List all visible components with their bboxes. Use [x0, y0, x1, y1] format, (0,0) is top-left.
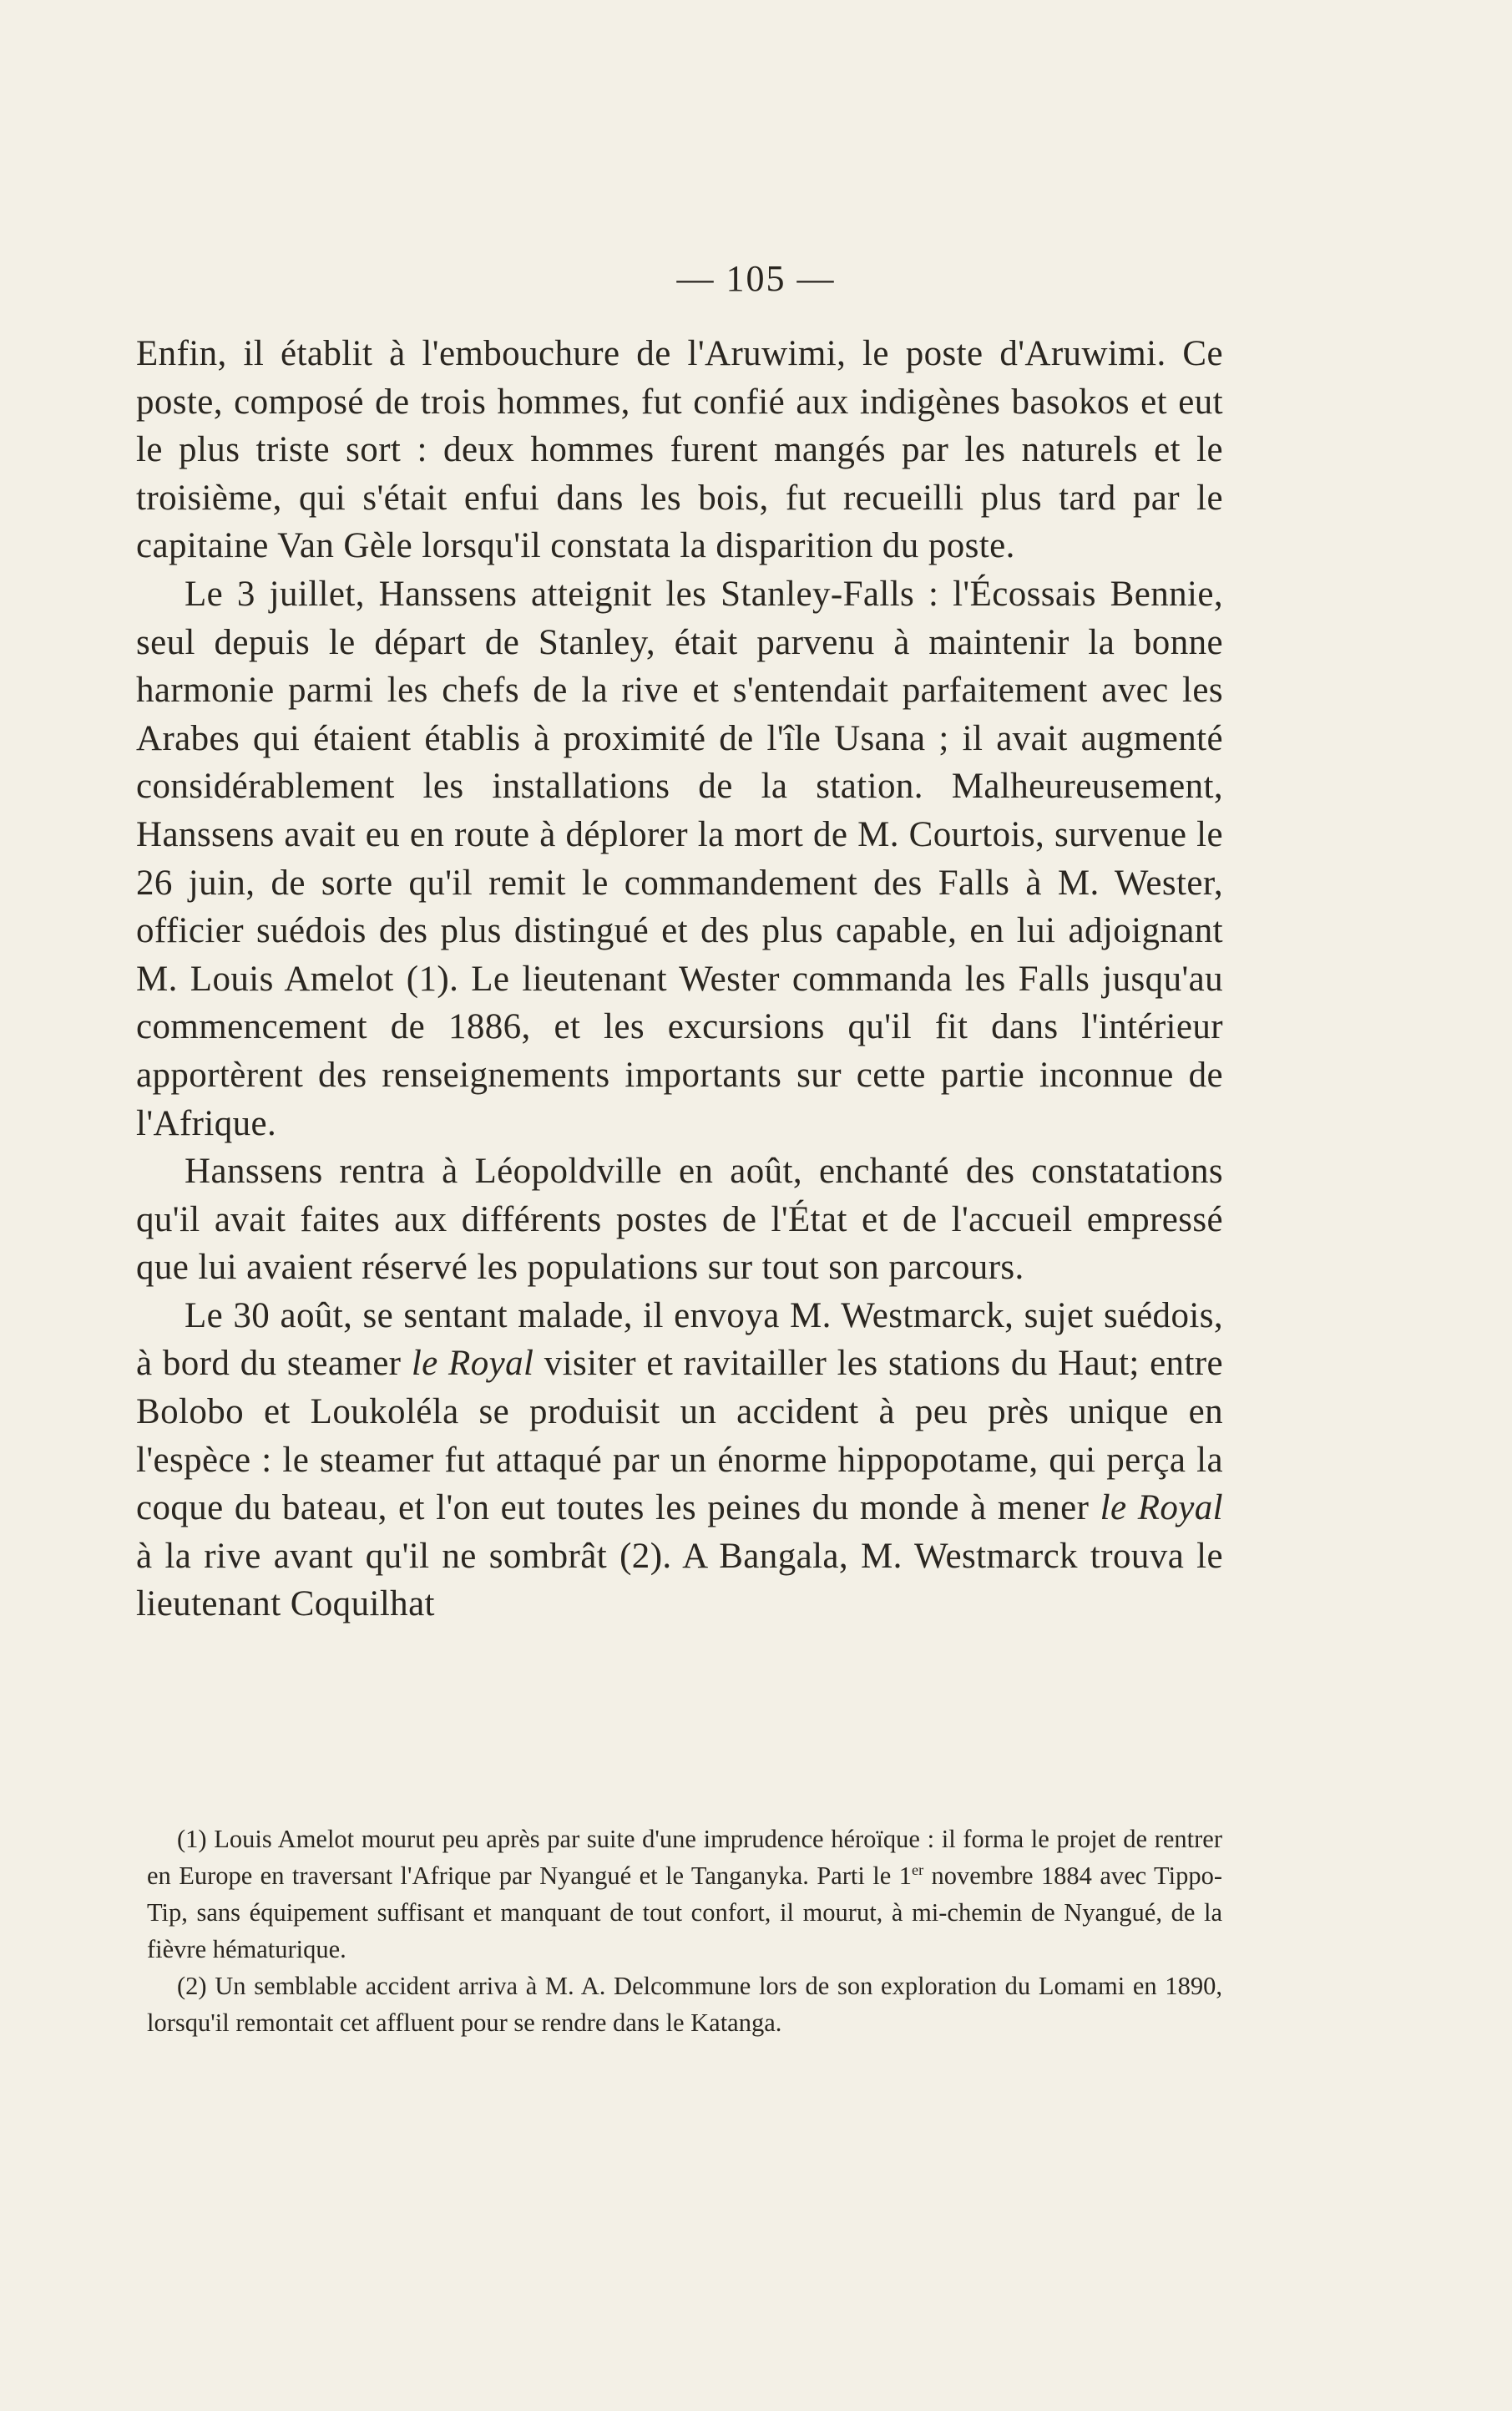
ship-name: le Royal [1100, 1488, 1224, 1528]
paragraph-3: Hanssens rentra à Léopoldville en août, enchanté des constatations qu'il avait faites aux différents postes de l'État et de l'accueil empressé que lui avaient réservé les populations sur tout son parcours. [136, 1152, 1223, 1288]
footnote-1-superscript: er [911, 1861, 924, 1878]
footnote-1-part-1: (1) Louis Amelot mourut peu après par suite d'une imprudence héroïque : il forma le projet de rentrer en Europe en traversant l'Afrique par Nyangué et le Tanganyka. Parti le 1 [147, 1825, 1222, 1890]
footnote-2: (2) Un semblable accident arriva à M. A. Delcommune lors de son exploration du Lomami en 1890, lorsqu'il remontait cet affluent pour se rendre dans le Katanga. [147, 1972, 1222, 2037]
page-number: — 105 — [676, 258, 836, 299]
paragraph-4-part-1: Le 30 août, se sentant malade, il envoya M. Westmarck, sujet suédois, à bord du steamer [136, 1295, 1223, 1384]
main-text [136, 330, 1223, 1628]
paragraph-4 [136, 1292, 1223, 1628]
ship-name: le Royal [411, 1344, 534, 1384]
paragraph-2: Le 3 juillet, Hanssens atteignit les Stanley-Falls : l'Écossais Bennie, seul depuis le départ de Stanley, était parvenu à maintenir la bonne harmonie parmi les chefs de la rive et s'entendait parfaitement avec les Arabes qui étaient établis à proximité de l'île Usana ; il avait augmenté considérablement les installations de la station. Malheureusement, Hanssens avait eu en route à déplorer la mort de M. Courtois, survenue le 26 juin, de sorte qu'il remit le commandement des Falls à M. Wester, officier suédois des plus distingué et des plus capable, en lui adjoignant M. Louis Amelot (1). Le lieutenant Wester commanda les Falls jusqu'au commencement de 1886, et les excursions qu'il fit dans l'intérieur apportèrent des renseignements importants sur cette partie inconnue de l'Afrique. [136, 574, 1223, 1143]
paragraph-4-part-2: visiter et ravitailler les stations du Haut; entre Bolobo et Loukoléla se produisit un accident à peu près unique en l'espèce : le steamer fut attaqué par un énorme hippopotame, qui perça la coque du bateau, et l'on eut toutes les peines du monde à mener [136, 1344, 1224, 1528]
footnotes [147, 1821, 1222, 2041]
paragraph-1: Enfin, il établit à l'embouchure de l'Aruwimi, le poste d'Aruwimi. Ce poste, composé de trois hommes, fut confié aux indigènes basokos et eut le plus triste sort : deux hommes furent mangés par les naturels et le troisième, qui s'était enfui dans les bois, fut recueilli plus tard par le capitaine Van Gèle lorsqu'il constata la disparition du poste. [136, 334, 1223, 566]
footnote-1-part-2: novembre 1884 avec Tippo-Tip, sans équipement suffisant et manquant de tout confort, il mourut, à mi-chemin de Nyangué, de la fièvre hématurique. [147, 1861, 1222, 1963]
footnote-1 [147, 1821, 1222, 1968]
paragraph-4-part-3: à la rive avant qu'il ne sombrât (2). A Bangala, M. Westmarck trouva le lieutenant Coquilhat [136, 1536, 1223, 1624]
